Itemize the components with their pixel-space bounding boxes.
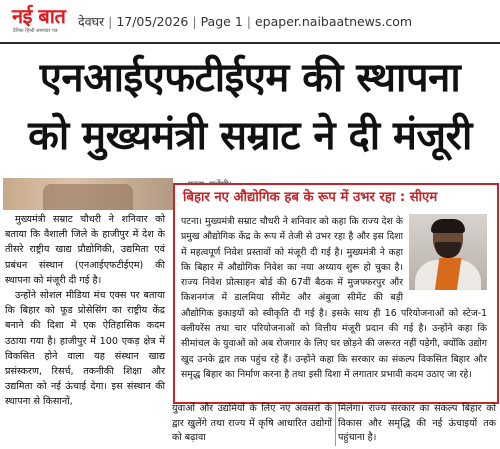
portrait-beard — [435, 242, 461, 258]
sidebar-story-body — [181, 214, 487, 382]
edition-city: देवघर — [78, 14, 105, 29]
page-number: Page 1 — [200, 14, 243, 29]
portrait-hair — [431, 219, 465, 233]
logo-text: नई बात — [12, 4, 66, 28]
article-continuation-right: मिलेगा। राज्य सरकार का संकल्प बिहार को विकास और समृद्धि की नई ऊंचाइयों तक पहुंचाना है। — [338, 403, 496, 444]
chief-minister-portrait — [409, 214, 487, 290]
separator: | — [192, 14, 197, 29]
article-paragraph-1: मुख्यमंत्री सम्राट चौधरी ने शनिवार को बताया कि वैशाली जिले के हाजीपुर में देश के तीसरे राष्ट्रीय खाद्य प्रौद्योगिकी, उद्यमिता एवं प्रबंधन संस्थान (एनआईएफटीईएम) की स्थापना को मंजूरी दी गई है। — [5, 214, 165, 286]
sidebar-story-text: पटना। मुख्यमंत्री सम्राट चौधरी ने शनिवार को कहा कि राज्य देश के प्रमुख औद्योगिक केंद्र के रूप में तेजी से उभर रहा है और इस दिशा में महत्वपूर्ण निवेश प्रस्तावों को मंजूरी दी गई है। मुख्यमंत्री ने कहा कि बिहार में औद्योगिक निवेश का नया अध्याय शुरू हो चुका है। राज्य निवेश प्रोत्साहन बोर्ड की 67वीं बैठक में मुजफ्फरपुर और किशनगंज में डालमिया सीमेंट और अंबुजा सीमेंट की बड़ी औद्योगिक इकाइयों को स्वीकृति दी गई है। इसके साथ ही 16 परियोजनाओं को स्टेज-1 क्लीयरेंस तथा चार परियोजनाओं को वित्तीय मंजूरी प्रदान की गई है। उन्होंने कहा कि सीमांचल के युवाओं को अब रोजगार के लिए घर छोड़ने की जरूरत नहीं पड़ेगी, क्योंकि उद्योग खुद उनके द्वार तक पहुंच रहे हैं। उन्होंने कहा कि सरकार का संकल्प विकसित बिहार और समृद्ध बिहार का निर्माण करना है तथा इसी दिशा में लगातार प्रभावी कदम उठाए जा रहे। — [181, 216, 487, 380]
sidebar-story-title: बिहार नए औद्योगिक हब के रूप में उभर रहा : सीएम — [183, 190, 438, 205]
edition-info — [78, 13, 412, 30]
article-left-column — [5, 212, 165, 410]
separator: | — [108, 14, 113, 29]
newspaper-logo[interactable] — [12, 5, 74, 37]
masthead-bar — [0, 0, 500, 44]
article-paragraph-2: उन्होंने सोशल मीडिया मंच एक्स पर बताया कि बिहार को फूड प्रोसेसिंग का राष्ट्रीय केंद्र बनाने की दिशा में एक ऐतिहासिक कदम उठाया गया है। हाजीपुर में 100 एकड़ क्षेत्र में विकसित होने वाला यह संस्थान खाद्य प्रसंस्करण, रिसर्च, तकनीकी शिक्षा और उद्यमिता को नई ऊंचाई देगा। इस संस्थान की स्थापना से किसानों, — [5, 290, 165, 408]
article-photo-strip — [3, 178, 173, 210]
column-divider — [335, 404, 336, 446]
separator: | — [246, 14, 251, 29]
article-continuation-middle: युवाओं और उद्यमियों के लिए नए अवसरों के द्वार खुलेंगे तथा राज्य में कृषि आधारित उद्योगों को बढ़ावा — [172, 403, 332, 444]
logo-tagline: दैनिक हिन्दी समाचार पत्र — [13, 28, 58, 34]
sidebar-story-box — [173, 183, 499, 404]
portrait-scarf — [435, 258, 462, 290]
edition-date: 17/05/2026 — [116, 14, 189, 29]
headline-line-1: एनआईएफटीईएम की स्थापना — [39, 55, 461, 101]
photo-figure — [43, 184, 133, 210]
website-link[interactable]: epaper.naibaatnews.com — [254, 14, 413, 29]
headline-line-2: को मुख्यमंत्री सम्राट ने दी मंजूरी — [28, 113, 472, 159]
